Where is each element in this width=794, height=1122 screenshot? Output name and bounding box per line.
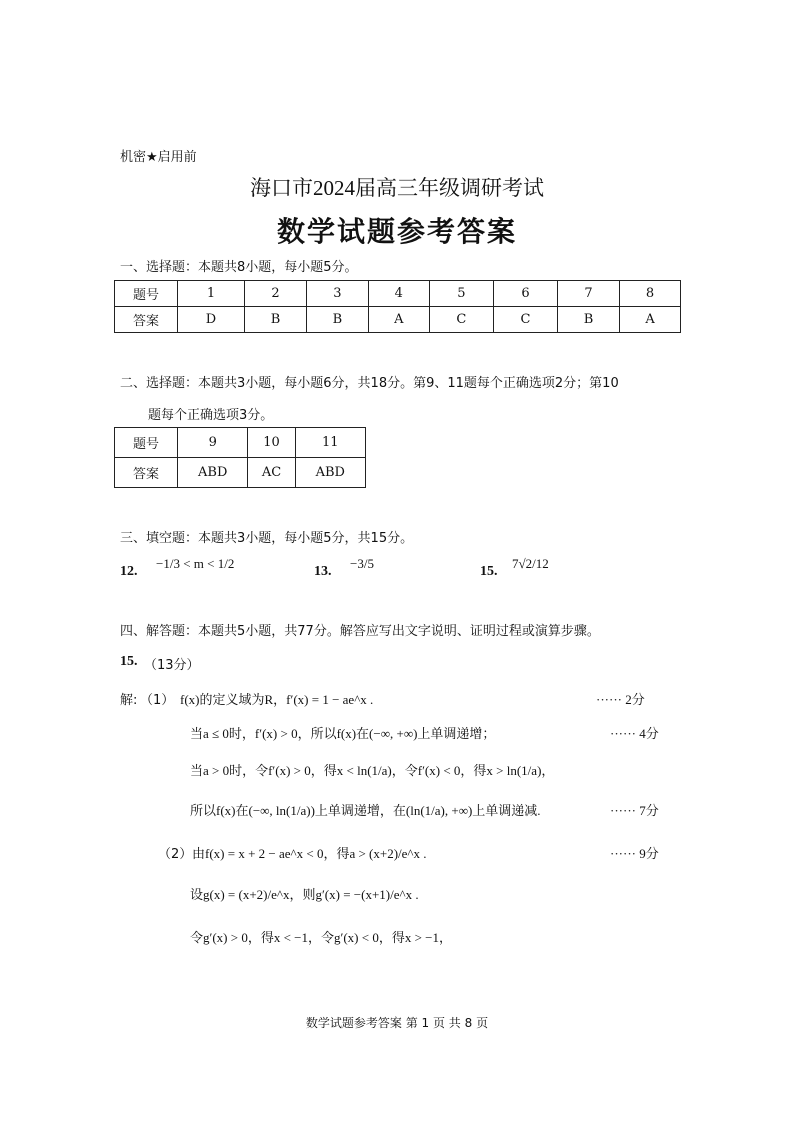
table-cell: C — [493, 307, 557, 333]
page-title: 数学试题参考答案 — [276, 215, 517, 248]
table-cell: C — [429, 307, 493, 333]
problem-points: （13分） — [144, 658, 200, 673]
table-cell: ABD — [295, 458, 365, 488]
table-cell: 11 — [295, 428, 365, 458]
solution-line: f(x)的定义域为R，f′(x) = 1 − ae^x . — [180, 692, 374, 707]
table-row — [115, 281, 681, 307]
table-cell: 10 — [248, 428, 295, 458]
table-cell: 2 — [245, 281, 307, 307]
solution-line: 当a > 0时，令f′(x) > 0，得x < ln(1/a)，令f′(x) < 0，得x > ln(1/a)， — [190, 763, 555, 778]
solution-line: 由f(x) = x + 2 − ae^x < 0，得a > (x+2)/e^x . — [192, 846, 427, 861]
table-cell: B — [558, 307, 620, 333]
exam-subtitle: 海口市2024届高三年级调研考试 — [250, 176, 544, 200]
table-cell: AC — [248, 458, 295, 488]
table-cell: ABD — [178, 458, 248, 488]
table-cell: 3 — [306, 281, 368, 307]
solution-line: 设g(x) = (x+2)/e^x，则g′(x) = −(x+1)/e^x . — [190, 887, 419, 902]
q12-answer: −1/3 < m < 1/2 — [156, 556, 235, 571]
row-label-question: 题号 — [115, 428, 178, 458]
q13-answer: −3/5 — [350, 556, 374, 571]
score-mark: ······ 4分 — [610, 726, 659, 741]
row-label-answer: 答案 — [115, 458, 178, 488]
table-row — [115, 458, 366, 488]
table-cell: A — [620, 307, 681, 333]
table-cell: 9 — [178, 428, 248, 458]
table-cell: 6 — [493, 281, 557, 307]
table-cell: B — [245, 307, 307, 333]
section4-heading: 四、解答题：本题共5小题，共77分。解答应写出文字说明、证明过程或演算步骤。 — [120, 624, 600, 639]
table-row — [115, 307, 681, 333]
solution-line: 当a ≤ 0时，f′(x) > 0，所以f(x)在(−∞, +∞)上单调递增； — [190, 726, 496, 741]
table-cell: 4 — [368, 281, 429, 307]
score-mark: ······ 7分 — [610, 803, 659, 818]
table-cell: 7 — [558, 281, 620, 307]
table-row — [115, 428, 366, 458]
section3-heading: 三、填空题：本题共3小题，每小题5分，共15分。 — [120, 531, 414, 546]
page-footer: 数学试题参考答案 第 1 页 共 8 页 — [305, 1016, 489, 1030]
part2-label: （2） — [158, 847, 193, 862]
table-cell: D — [178, 307, 245, 333]
q15-label: 15. — [480, 564, 498, 579]
score-mark: ······ 9分 — [610, 846, 659, 861]
solution-line: 所以f(x)在(−∞, ln(1/a))上单调递增，在(ln(1/a), +∞)上单调递减. — [190, 803, 541, 818]
problem-number: 15. — [120, 654, 138, 669]
score-mark: ······ 2分 — [596, 692, 645, 707]
table-cell: B — [306, 307, 368, 333]
solution-label: 解: — [120, 693, 138, 708]
section1-answer-table — [114, 280, 681, 333]
table-cell: 8 — [620, 281, 681, 307]
q13-label: 13. — [314, 564, 332, 579]
solution-line: 令g′(x) > 0，得x < −1，令g′(x) < 0，得x > −1， — [190, 930, 452, 945]
row-label-question: 题号 — [115, 281, 178, 307]
part1-label: （1） — [140, 693, 175, 708]
confidential-label: 机密★启用前 — [120, 150, 197, 165]
section2-answer-table — [114, 427, 366, 488]
table-cell: 5 — [429, 281, 493, 307]
q15-answer: 7√2/12 — [512, 556, 549, 571]
q12-label: 12. — [120, 564, 138, 579]
section2-heading-cont: 题每个正确选项3分。 — [148, 408, 274, 423]
row-label-answer: 答案 — [115, 307, 178, 333]
table-cell: 1 — [178, 281, 245, 307]
table-cell: A — [368, 307, 429, 333]
section1-heading: 一、选择题：本题共8小题，每小题5分。 — [120, 260, 358, 275]
section2-heading: 二、选择题：本题共3小题，每小题6分，共18分。第9、11题每个正确选项2分；第10 — [120, 376, 619, 391]
